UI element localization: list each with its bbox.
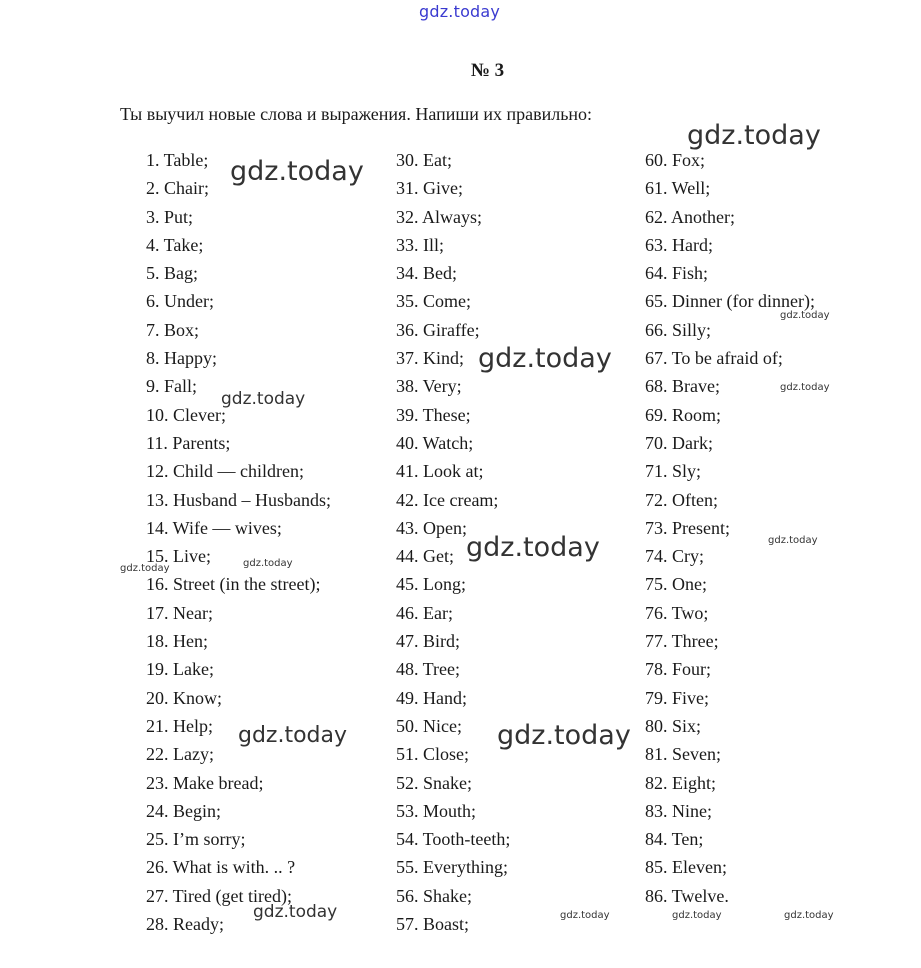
word-item: 13. Husband – Husbands; <box>146 489 331 510</box>
word-item: 31. Give; <box>396 178 463 199</box>
word-item: 63. Hard; <box>645 234 713 255</box>
word-item: 84. Ten; <box>645 829 704 850</box>
word-item: 52. Snake; <box>396 772 472 793</box>
word-item: 56. Shake; <box>396 885 472 906</box>
word-item: 2. Chair; <box>146 178 209 199</box>
word-item: 19. Lake; <box>146 659 214 680</box>
word-item: 66. Silly; <box>645 319 712 340</box>
word-item: 35. Come; <box>396 291 471 312</box>
word-item: 47. Bird; <box>396 631 461 652</box>
word-item: 38. Very; <box>396 376 462 397</box>
word-item: 73. Present; <box>645 517 730 538</box>
word-item: 70. Dark; <box>645 432 713 453</box>
word-item: 42. Ice cream; <box>396 489 499 510</box>
watermark: gdz.today <box>221 389 306 409</box>
word-item: 27. Tired (get tired); <box>146 885 292 906</box>
watermark: gdz.today <box>230 156 364 187</box>
word-item: 1. Table; <box>146 150 209 170</box>
word-item: 54. Tooth-teeth; <box>396 829 511 850</box>
word-item: 57. Boast; <box>396 914 470 935</box>
word-item: 67. To be afraid of; <box>645 348 783 369</box>
word-item: 40. Watch; <box>396 432 474 453</box>
watermark: gdz.today <box>560 910 610 921</box>
exercise-number: № 3 <box>470 60 505 81</box>
watermark: gdz.today <box>243 558 293 569</box>
word-item: 16. Street (in the street); <box>146 574 321 595</box>
word-item: 86. Twelve. <box>645 885 729 906</box>
word-column-3 <box>645 146 815 910</box>
word-item: 23. Make bread; <box>146 772 264 793</box>
word-item: 8. Happy; <box>146 348 217 369</box>
word-item: 41. Look at; <box>396 461 484 482</box>
word-item: 79. Five; <box>645 687 710 708</box>
word-item: 85. Eleven; <box>645 857 727 878</box>
word-item: 10. Clever; <box>146 404 226 425</box>
word-item: 37. Kind; <box>396 348 465 369</box>
word-item: 18. Hen; <box>146 631 208 652</box>
word-item: 64. Fish; <box>645 263 709 284</box>
word-item: 6. Under; <box>146 291 214 312</box>
word-item: 65. Dinner (for dinner); <box>645 291 815 312</box>
word-item: 49. Hand; <box>396 687 467 708</box>
word-item: 36. Giraffe; <box>396 319 480 340</box>
word-item: 30. Eat; <box>396 150 452 170</box>
word-item: 14. Wife — wives; <box>146 517 282 538</box>
watermark: gdz.today <box>120 563 170 574</box>
word-item: 80. Six; <box>645 715 702 736</box>
word-item: 7. Box; <box>146 319 200 340</box>
watermark: gdz.today <box>253 902 338 922</box>
word-item: 60. Fox; <box>645 150 706 170</box>
word-column-1 <box>146 146 331 938</box>
word-item: 21. Help; <box>146 715 213 736</box>
word-item: 83. Nine; <box>645 800 712 821</box>
watermark: gdz.today <box>497 720 631 751</box>
word-item: 28. Ready; <box>146 914 224 935</box>
instruction-text: Ты выучил новые слова и выражения. Напиши их правильно: <box>120 104 593 124</box>
word-item: 68. Brave; <box>645 376 720 397</box>
word-item: 55. Everything; <box>396 857 508 878</box>
watermark: gdz.today <box>672 910 722 921</box>
word-item: 45. Long; <box>396 574 466 595</box>
word-item: 25. I’m sorry; <box>146 829 246 850</box>
word-item: 61. Well; <box>645 178 711 199</box>
word-item: 46. Ear; <box>396 602 453 623</box>
watermark-top: gdz.today <box>419 2 501 21</box>
word-item: 71. Sly; <box>645 461 702 482</box>
word-item: 53. Mouth; <box>396 800 477 821</box>
watermark: gdz.today <box>768 535 818 546</box>
word-item: 17. Near; <box>146 602 213 623</box>
word-item: 78. Four; <box>645 659 712 680</box>
watermark: gdz.today <box>780 310 830 321</box>
word-item: 20. Know; <box>146 687 222 708</box>
watermark: gdz.today <box>687 120 821 151</box>
word-item: 15. Live; <box>146 546 211 567</box>
word-item: 32. Always; <box>396 206 483 227</box>
word-item: 4. Take; <box>146 234 204 255</box>
word-item: 48. Tree; <box>396 659 461 680</box>
word-item: 12. Child — children; <box>146 461 304 482</box>
watermark: gdz.today <box>780 382 830 393</box>
watermark: gdz.today <box>238 723 348 748</box>
word-item: 3. Put; <box>146 206 194 227</box>
word-item: 50. Nice; <box>396 715 462 736</box>
word-item: 44. Get; <box>396 546 454 567</box>
word-item: 74. Cry; <box>645 546 705 567</box>
word-item: 81. Seven; <box>645 744 721 765</box>
watermark: gdz.today <box>466 532 600 563</box>
word-item: 5. Bag; <box>146 263 198 284</box>
word-item: 39. These; <box>396 404 471 425</box>
word-item: 24. Begin; <box>146 800 221 821</box>
word-item: 75. One; <box>645 574 707 595</box>
word-item: 62. Another; <box>645 206 735 227</box>
watermark: gdz.today <box>478 343 612 374</box>
word-item: 9. Fall; <box>146 376 198 397</box>
word-item: 72. Often; <box>645 489 718 510</box>
word-item: 22. Lazy; <box>146 744 214 765</box>
word-item: 82. Eight; <box>645 772 716 793</box>
watermark: gdz.today <box>784 910 834 921</box>
word-item: 11. Parents; <box>146 432 231 453</box>
word-item: 51. Close; <box>396 744 470 765</box>
word-item: 76. Two; <box>645 602 709 623</box>
word-item: 77. Three; <box>645 631 719 652</box>
word-item: 33. Ill; <box>396 234 444 255</box>
word-item: 43. Open; <box>396 517 467 538</box>
word-item: 26. What is with. .. ? <box>146 857 296 878</box>
word-item: 69. Room; <box>645 404 722 425</box>
word-item: 34. Bed; <box>396 263 457 284</box>
